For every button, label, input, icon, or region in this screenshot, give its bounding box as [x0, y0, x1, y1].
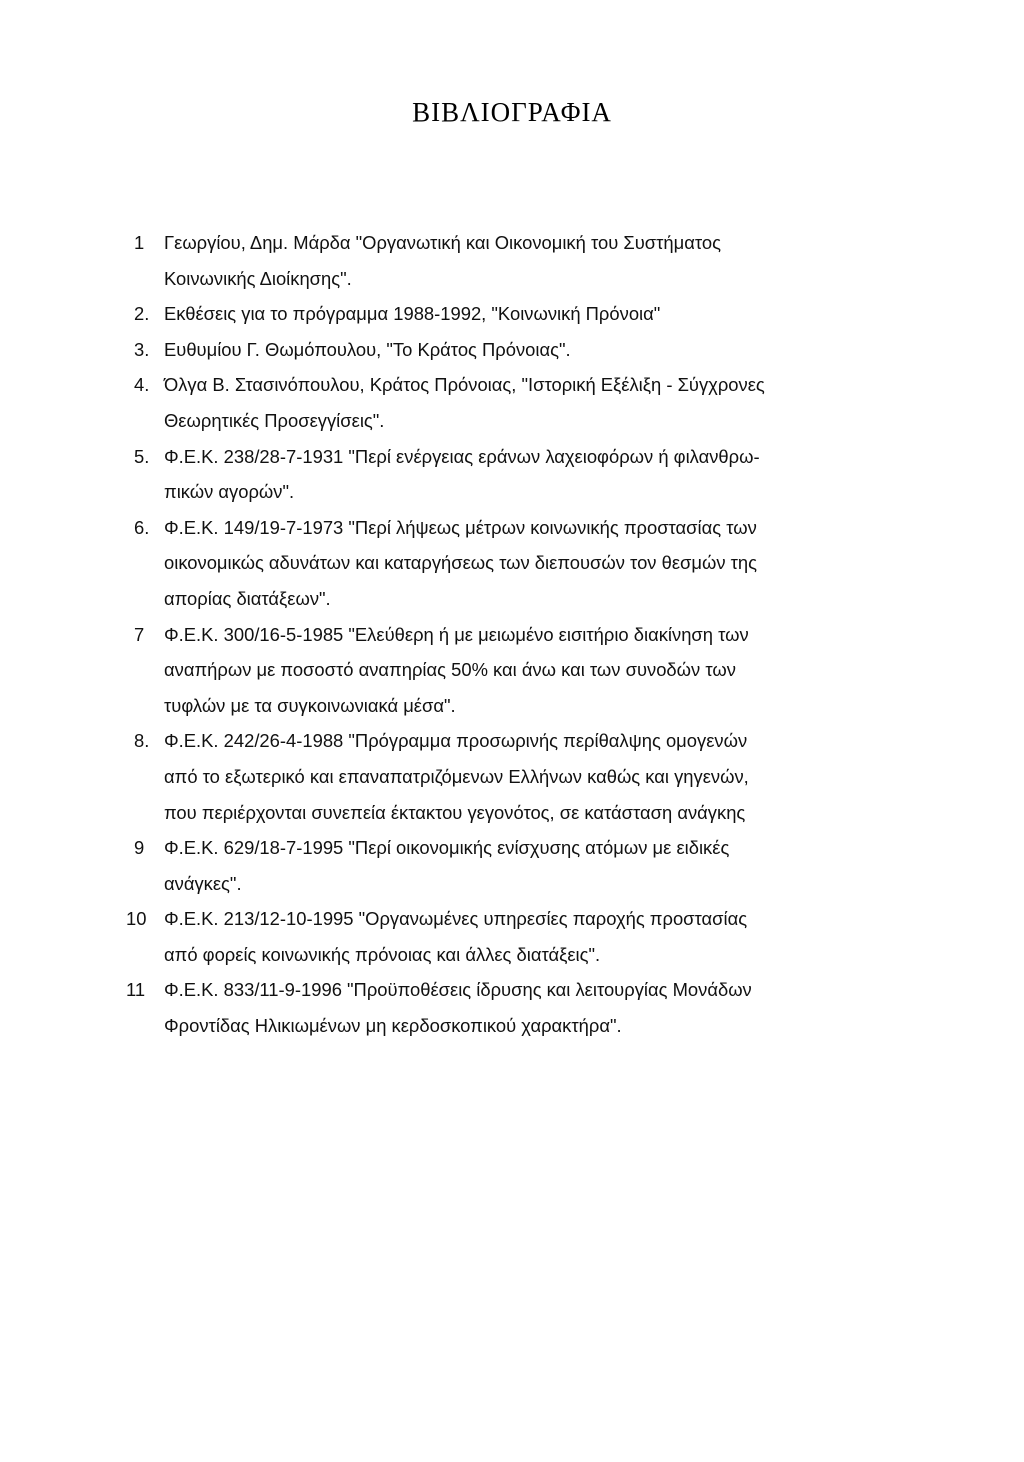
list-item — [126, 901, 874, 972]
reference-text: Φ.Ε.Κ. 149/19-7-1973 "Περί λήψεως μέτρων κοινωνικής προστασίας των — [164, 516, 757, 538]
reference-number: 1 — [134, 232, 145, 253]
reference-number: 4. — [134, 374, 150, 396]
reference-number: 2. — [134, 303, 150, 325]
list-item — [134, 439, 874, 510]
reference-text: ανάγκες". — [164, 872, 242, 894]
reference-text: Κοινωνικής Διοίκησης". — [164, 267, 352, 289]
list-item — [134, 723, 874, 830]
reference-text: πικών αγορών". — [164, 481, 295, 503]
list-item — [134, 225, 874, 296]
reference-text: που περιέρχονται συνεπεία έκτακτου γεγονότος, σε κατάσταση ανάγκης — [164, 801, 746, 823]
reference-text: Φ.Ε.Κ. 238/28-7-1931 "Περί ενέργειας εράνων λαχειοφόρων ή φιλανθρω- — [164, 445, 760, 467]
reference-text: Εκθέσεις για το πρόγραμμα 1988-1992, "Κοινωνική Πρόνοια" — [164, 303, 661, 325]
reference-text: Φ.Ε.Κ. 213/12-10-1995 "Οργανωμένες υπηρεσίες παροχής προστασίας — [164, 908, 748, 930]
reference-text: από φορείς κοινωνικής πρόνοιας και άλλες διατάξεις". — [164, 943, 601, 965]
reference-text: αναπήρων με ποσοστό αναπηρίας 50% και άνω και των συνοδών των — [164, 659, 736, 681]
reference-text: Φ.Ε.Κ. 629/18-7-1995 "Περί οικονομικής ενίσχυσης ατόμων με ειδικές — [164, 837, 730, 859]
reference-number: 5. — [134, 445, 150, 467]
list-item — [134, 296, 874, 332]
reference-text: Φ.Ε.Κ. 833/11-9-1996 "Προϋποθέσεις ίδρυσης και λειτουργίας Μονάδων — [164, 979, 752, 1001]
reference-text: από το εξωτερικό και επαναπατριζόμενων Ελλήνων καθώς και γηγενών, — [164, 765, 749, 787]
reference-text: Φ.Ε.Κ. 242/26-4-1988 "Πρόγραμμα προσωρινής περίθαλψης ομογενών — [164, 730, 748, 752]
reference-text: Όλγα Β. Στασινόπουλου, Κράτος Πρόνοιας, "Ιστορική Εξέλιξη - Σύγχρονες — [164, 374, 765, 396]
reference-text: οικονομικώς αδυνάτων και καταργήσεως των διεπουσών τον θεσμών της — [164, 552, 757, 574]
reference-text: Φ.Ε.Κ. 300/16-5-1985 "Ελεύθερη ή με μειωμένο εισιτήριο διακίνηση των — [164, 623, 749, 645]
reference-number: 7 — [134, 623, 145, 645]
reference-text: απορίας διατάξεων". — [164, 587, 331, 609]
list-item — [134, 332, 874, 368]
reference-number: 10 — [126, 908, 147, 930]
reference-text: Φροντίδας Ηλικιωμένων μη κερδοσκοπικού χαρακτήρα". — [164, 1015, 622, 1037]
reference-text: Γεωργίου, Δημ. Μάρδα "Οργανωτική και Οικονομική του Συστήματος — [164, 232, 721, 253]
reference-text: Θεωρητικές Προσεγγίσεις". — [164, 409, 385, 431]
bibliography-list — [126, 225, 874, 1044]
reference-number: 3. — [134, 338, 150, 360]
list-item — [134, 510, 874, 617]
reference-number: 6. — [134, 516, 150, 538]
reference-number: 9 — [134, 837, 145, 859]
reference-number: 8. — [134, 730, 150, 752]
list-item — [126, 972, 874, 1043]
page-title: ΒΙΒΛΙΟΓΡΑΦΙΑ — [412, 97, 612, 127]
list-item — [134, 830, 874, 901]
list-item — [134, 367, 874, 438]
reference-text: τυφλών με τα συγκοινωνιακά μέσα". — [164, 694, 456, 716]
reference-text: Ευθυμίου Γ. Θωμόπουλου, "Το Κράτος Πρόνοιας". — [164, 338, 571, 360]
list-item — [134, 617, 874, 724]
reference-number: 11 — [126, 979, 146, 1001]
